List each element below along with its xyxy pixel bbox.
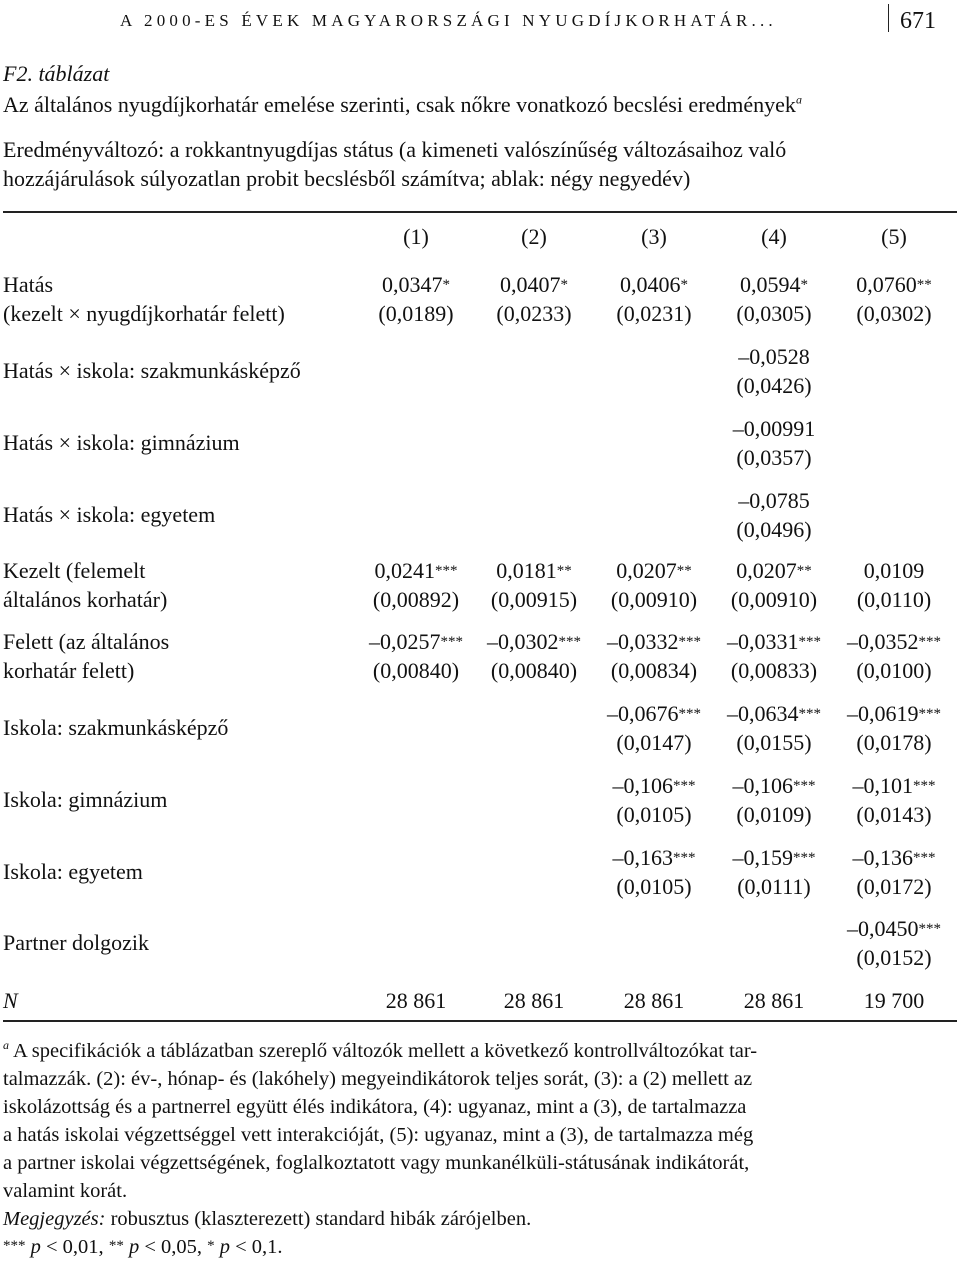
table-top-rule <box>3 211 957 213</box>
significance-stars: * <box>442 277 450 293</box>
remark-label: Megjegyzés: <box>3 1208 106 1230</box>
standard-error: (0,00915) <box>490 587 578 612</box>
row-label: Kezelt (felemelt <box>3 558 146 583</box>
standard-error: (0,0302) <box>856 301 932 326</box>
coefficient <box>733 414 816 443</box>
row-label: Hatás <box>3 272 54 297</box>
significance-stars: ** <box>676 563 692 579</box>
standard-error: (0,0231) <box>616 301 692 326</box>
legend-p: p <box>30 1236 41 1258</box>
footnote-text: talmazzák. (2): év-, hónap- és (lakóhely) megyeindikátorok teljes sorát, (3): a (2) mellett az <box>3 1068 753 1090</box>
row-label-cont: (kezelt × nyugdíjkorhatár felett) <box>3 301 285 326</box>
standard-error: (0,0143) <box>856 802 932 827</box>
legend-stars: *** <box>3 1238 26 1254</box>
row-label-cont: általános korhatár) <box>3 587 168 612</box>
footnote-line <box>3 1065 958 1093</box>
standard-error: (0,0147) <box>616 730 692 755</box>
standard-error: (0,0357) <box>736 445 812 470</box>
coefficient-value: 0,0760 <box>856 272 917 297</box>
n-value: 28 861 <box>743 988 805 1013</box>
significance-stars: * <box>560 277 568 293</box>
significance-stars: *** <box>918 634 941 650</box>
coefficient-value: –0,159 <box>732 845 793 870</box>
coefficient <box>369 627 463 656</box>
standard-error: (0,0110) <box>856 587 932 612</box>
coefficient <box>864 556 925 585</box>
coefficient-value: 0,0109 <box>863 558 925 583</box>
coefficient <box>613 771 696 800</box>
coefficient <box>382 270 450 299</box>
coefficient <box>500 270 568 299</box>
coefficient-value: 0,0207 <box>736 558 797 583</box>
coefficient-value: 0,0594 <box>740 272 801 297</box>
standard-error: (0,0189) <box>378 301 454 326</box>
coefficient <box>487 627 581 656</box>
footnote-text: a partner iskolai végzettségének, foglalkoztatott vagy munkanélküli-státusának indikátorát, <box>3 1152 750 1174</box>
footnote-line <box>3 1177 958 1205</box>
significance-stars: *** <box>798 634 821 650</box>
column-header-text: (5) <box>881 224 907 249</box>
coefficient <box>733 843 816 872</box>
standard-error: (0,0233) <box>496 301 572 326</box>
significance-stars: *** <box>918 706 941 722</box>
column-header-text: (3) <box>641 224 667 249</box>
row-label-cont: korhatár felett) <box>3 658 135 683</box>
footnote-line <box>3 1093 958 1121</box>
significance-stars: *** <box>798 706 821 722</box>
coefficient <box>740 270 808 299</box>
coefficient-value: –0,0634 <box>727 701 799 726</box>
footnote-text: A specifikációk a táblázatban szereplő változók mellett a következő kontrollváltozókat tar- <box>13 1040 758 1062</box>
legend-p: p <box>128 1236 140 1258</box>
significance-stars: *** <box>673 778 696 794</box>
significance-stars: *** <box>435 563 458 579</box>
standard-error: (0,00840) <box>490 658 578 683</box>
footnote-line <box>3 1037 958 1065</box>
coefficient <box>738 486 810 515</box>
coefficient <box>736 556 812 585</box>
coefficient <box>727 699 821 728</box>
legend-stars: ** <box>108 1238 124 1254</box>
standard-error: (0,00910) <box>730 587 818 612</box>
significance-stars: *** <box>793 778 816 794</box>
column-header-text: (1) <box>403 224 429 249</box>
table-notes <box>3 1037 958 1261</box>
footnote <box>3 1037 958 1205</box>
coefficient-value: –0,0302 <box>487 629 559 654</box>
coefficient-value: –0,0619 <box>847 701 919 726</box>
significance-stars: *** <box>918 921 941 937</box>
standard-error: (0,0496) <box>736 517 812 542</box>
n-value: 28 861 <box>623 988 685 1013</box>
coefficient-value: –0,0332 <box>607 629 679 654</box>
coefficient-value: –0,00991 <box>732 416 816 441</box>
coefficient-value: –0,0676 <box>607 701 679 726</box>
row-label: Iskola: szakmunkásképző <box>3 715 229 740</box>
standard-error: (0,0105) <box>616 802 692 827</box>
table-number <box>3 60 958 88</box>
coefficient-value: 0,0207 <box>616 558 677 583</box>
table-subtitle-line1: Eredményváltozó: a rokkantnyugdíjas státus (a kimeneti valószínűség változásaihoz való <box>3 137 787 162</box>
coefficient-value: 0,0241 <box>374 558 435 583</box>
coefficient <box>607 627 701 656</box>
coefficient-value: –0,163 <box>612 845 673 870</box>
coefficient-value: –0,136 <box>852 845 913 870</box>
coefficient <box>856 270 932 299</box>
coefficient-value: –0,106 <box>612 773 673 798</box>
footnote-line <box>3 1149 958 1177</box>
significance-stars: ** <box>556 563 572 579</box>
coefficient <box>496 556 572 585</box>
table-number-text: F2. táblázat <box>3 61 110 86</box>
n-value: 28 861 <box>503 988 565 1013</box>
table-bottom-rule <box>3 1020 957 1022</box>
coefficient-value: –0,0785 <box>738 488 810 513</box>
significance-stars: *** <box>678 706 701 722</box>
coefficient-value: –0,0450 <box>847 916 919 941</box>
coefficient <box>847 914 941 943</box>
coefficient <box>613 843 696 872</box>
table-subtitle-line2: hozzájárulások súlyozatlan probit becslésből számítva; ablak: négy negyedév) <box>3 166 691 191</box>
legend-p: p <box>219 1236 230 1258</box>
standard-error: (0,0152) <box>856 945 932 970</box>
row-label: Hatás × iskola: szakmunkásképző <box>3 358 301 383</box>
row-label: Iskola: egyetem <box>3 859 143 884</box>
standard-error: (0,0155) <box>736 730 812 755</box>
legend-stars: * <box>207 1238 215 1254</box>
significance-stars: ** <box>916 277 932 293</box>
standard-error: (0,00833) <box>730 658 818 683</box>
significance-stars: *** <box>678 634 701 650</box>
significance-stars: ** <box>796 563 812 579</box>
column-header-text: (4) <box>761 224 787 249</box>
significance-legend: *** p < 0,01, ** p < 0,05, * p < 0,1. <box>3 1236 283 1258</box>
coefficient <box>375 556 458 585</box>
coefficient <box>607 699 701 728</box>
standard-error: (0,0105) <box>616 874 692 899</box>
standard-error: (0,00910) <box>610 587 698 612</box>
footnote-text: iskolázottság és a partnerrel együtt élés indikátora, (4): ugyanaz, mint a (3), de tartalmazza <box>3 1096 747 1118</box>
standard-error: (0,00834) <box>610 658 698 683</box>
standard-error: (0,00892) <box>372 587 460 612</box>
footnote-text: a hatás iskolai végzettséggel vett interakcióját, (5): ugyanaz, mint a (3), de tartalmazza még <box>3 1124 754 1146</box>
table-title-text: Az általános nyugdíjkorhatár emelése szerinti, csak nőkre vonatkozó becslési eredmények <box>3 92 796 117</box>
standard-error: (0,00840) <box>372 658 460 683</box>
running-title: A 2000-ES ÉVEK MAGYARORSZÁGI NYUGDÍJKORHATÁR... <box>120 11 777 30</box>
row-label: Hatás × iskola: egyetem <box>3 502 216 527</box>
coefficient-value: –0,101 <box>852 773 913 798</box>
significance-stars: *** <box>558 634 581 650</box>
significance-stars: * <box>800 277 808 293</box>
coefficient-value: 0,0347 <box>382 272 443 297</box>
remark <box>3 1205 958 1233</box>
coefficient <box>616 556 692 585</box>
coefficient <box>738 342 810 371</box>
footnote-line <box>3 1121 958 1149</box>
coefficient <box>847 627 941 656</box>
significance-stars: *** <box>673 850 696 866</box>
row-label: Felett (az általános <box>3 629 170 654</box>
significance-stars: *** <box>913 778 936 794</box>
footnote-text: valamint korát. <box>3 1180 128 1202</box>
standard-error: (0,0305) <box>736 301 812 326</box>
header-separator <box>888 4 889 32</box>
coefficient <box>620 270 688 299</box>
coefficient-value: 0,0181 <box>496 558 557 583</box>
n-value: 28 861 <box>385 988 447 1013</box>
coefficient <box>853 843 936 872</box>
page-number: 671 <box>900 8 936 34</box>
row-label: Partner dolgozik <box>3 930 150 955</box>
coefficient <box>727 627 821 656</box>
coefficient-value: –0,0528 <box>738 344 810 369</box>
coefficient-value: 0,0407 <box>500 272 561 297</box>
significance-stars: * <box>680 277 688 293</box>
row-label: Iskola: gimnázium <box>3 787 168 812</box>
footnote-mark: a <box>3 1038 9 1053</box>
running-header <box>120 6 960 36</box>
column-header-text: (2) <box>521 224 547 249</box>
coefficient <box>847 699 941 728</box>
table-title <box>3 91 958 119</box>
standard-error: (0,0100) <box>856 658 932 683</box>
standard-error: (0,0172) <box>856 874 932 899</box>
significance-stars: *** <box>440 634 463 650</box>
coefficient-value: –0,0257 <box>369 629 441 654</box>
n-label: N <box>3 988 18 1013</box>
coefficient-value: –0,0331 <box>727 629 799 654</box>
standard-error: (0,0426) <box>736 373 812 398</box>
remark-text: robusztus (klaszterezett) standard hibák zárójelben. <box>110 1208 532 1230</box>
standard-error: (0,0178) <box>856 730 932 755</box>
standard-error: (0,0111) <box>737 874 811 899</box>
coefficient <box>733 771 816 800</box>
standard-error: (0,0109) <box>736 802 812 827</box>
coefficient-value: –0,0352 <box>847 629 919 654</box>
row-label: Hatás × iskola: gimnázium <box>3 430 240 455</box>
significance-stars: *** <box>913 850 936 866</box>
significance-stars: *** <box>793 850 816 866</box>
n-value: 19 700 <box>863 988 925 1013</box>
coefficient-value: –0,106 <box>732 773 793 798</box>
coefficient-value: 0,0406 <box>620 272 681 297</box>
title-footnote-mark: a <box>795 92 802 107</box>
coefficient <box>853 771 936 800</box>
